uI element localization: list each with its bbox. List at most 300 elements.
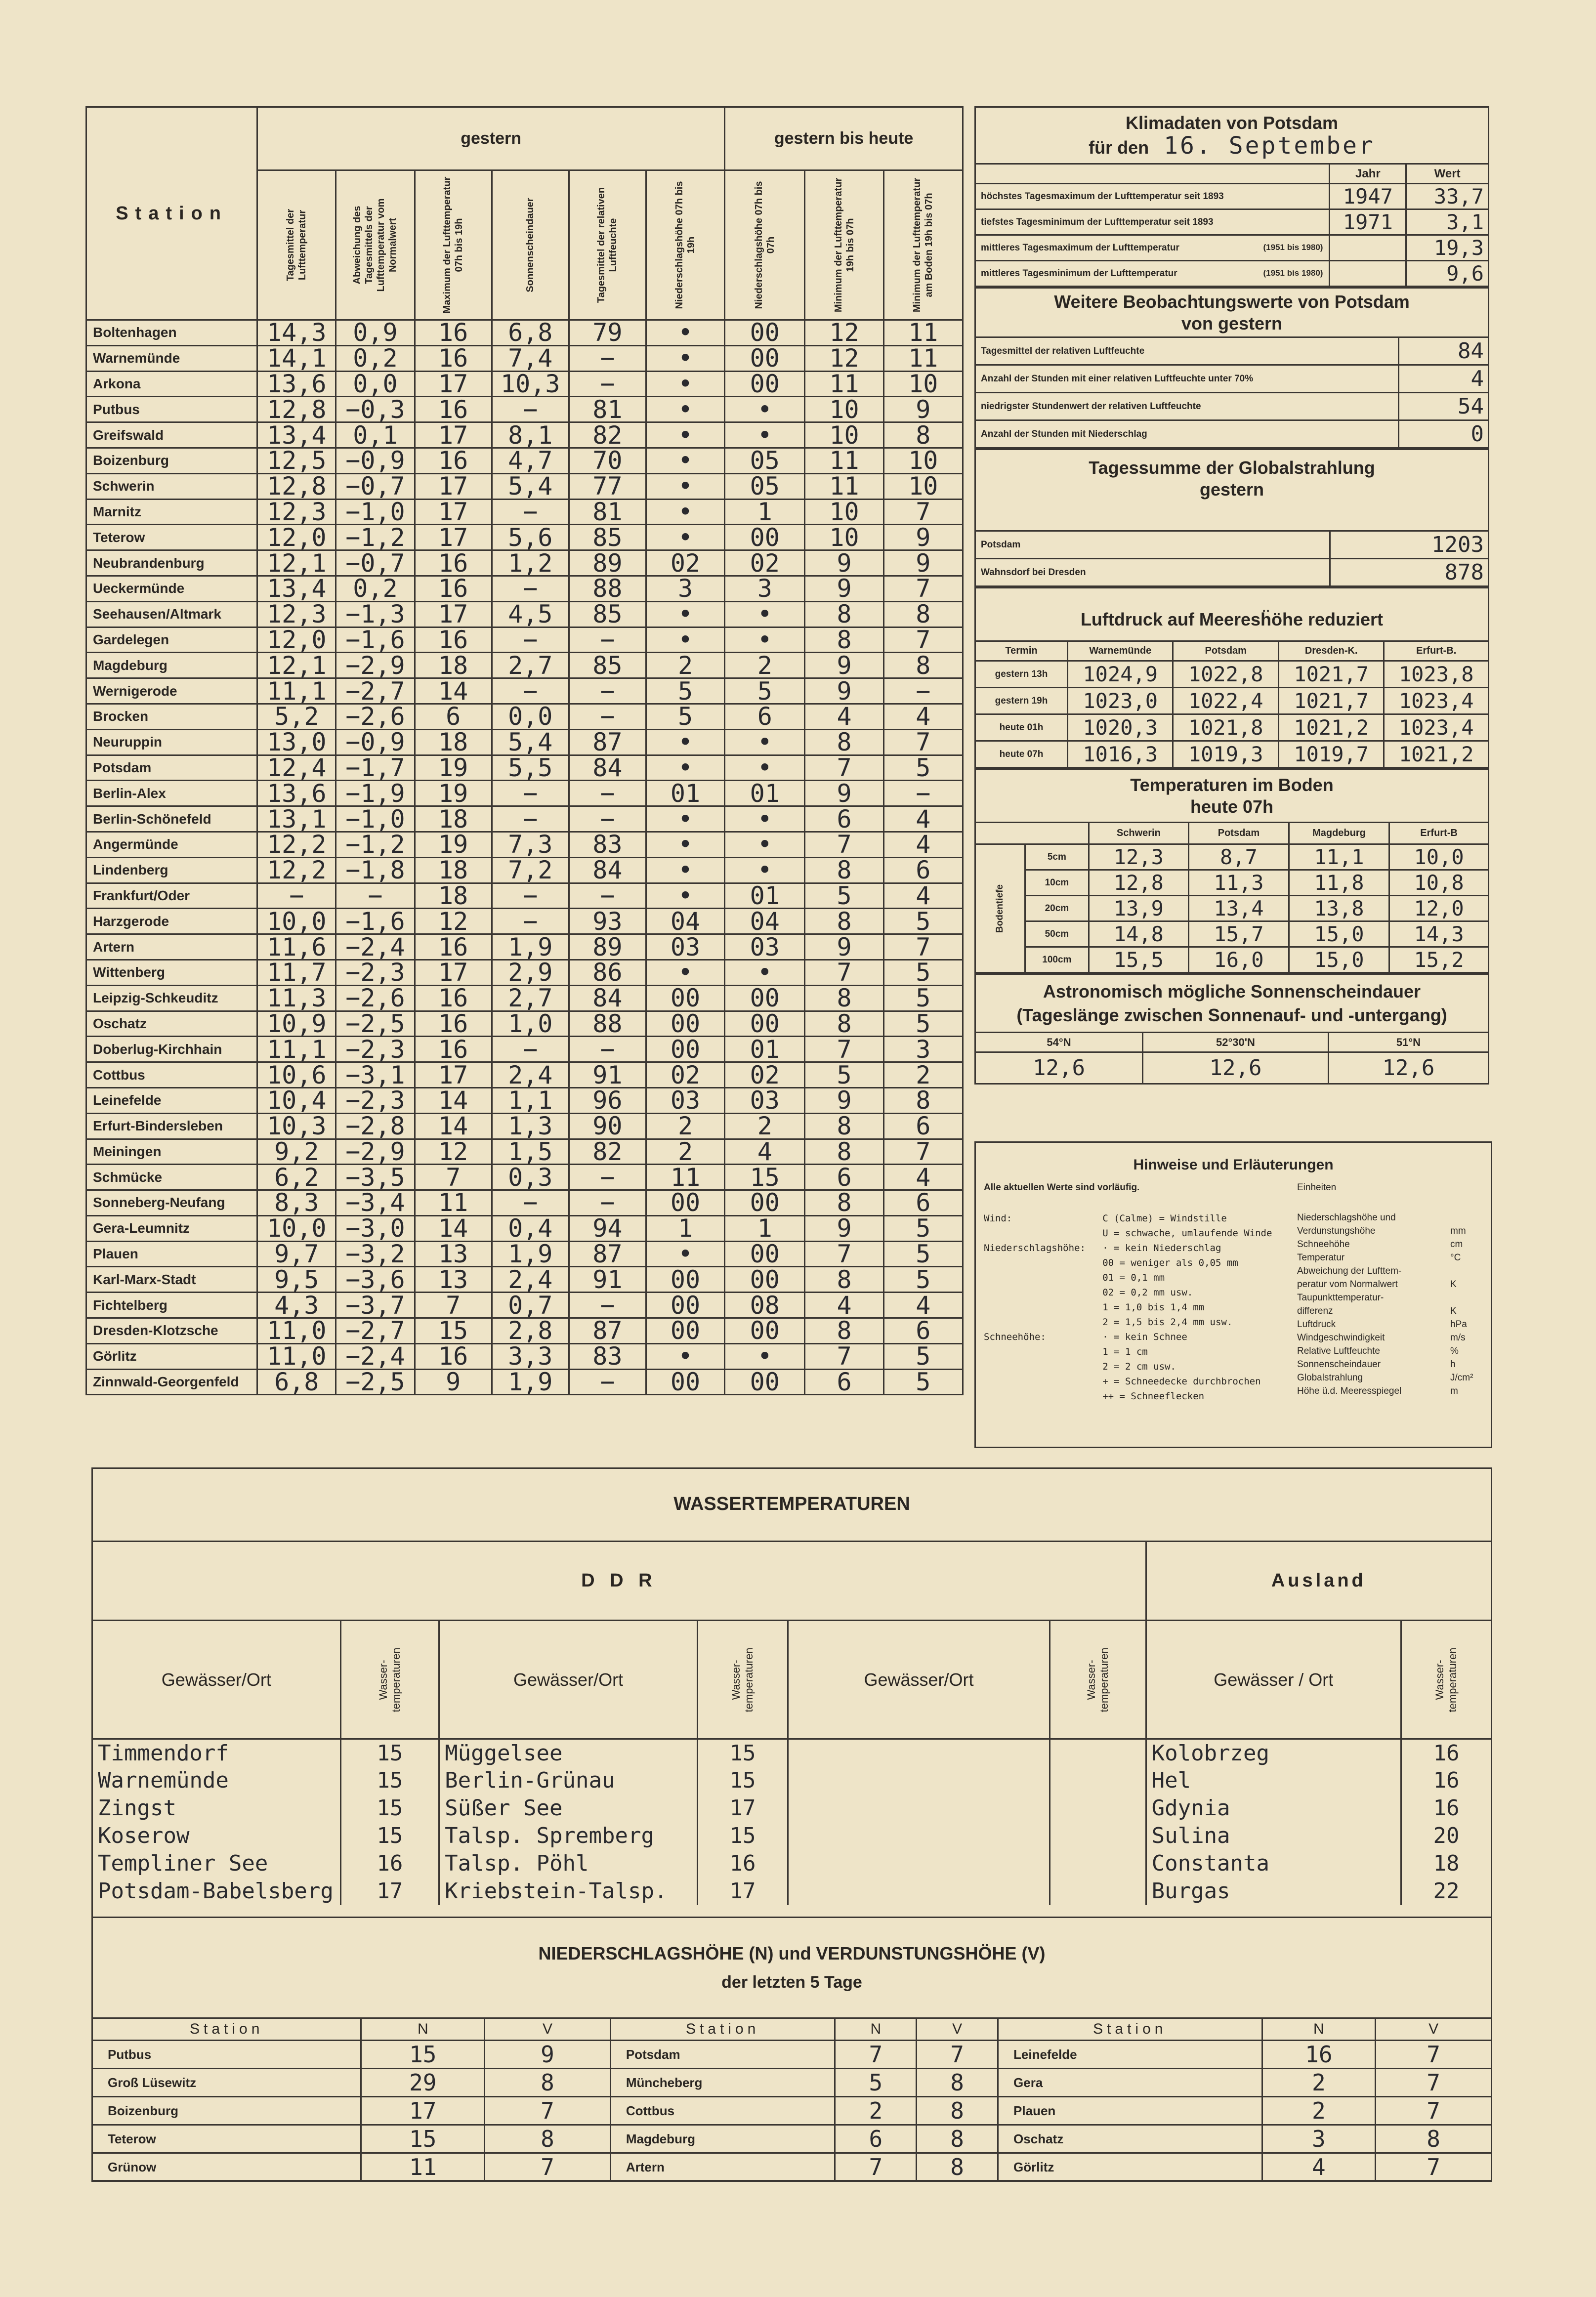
station-value: 00 bbox=[725, 345, 805, 371]
v-value: 8 bbox=[917, 2069, 998, 2097]
station-value: 16 bbox=[415, 934, 492, 960]
klima-row bbox=[975, 184, 1489, 209]
luftdruck-value: 1020,3 bbox=[1068, 714, 1173, 741]
station-value: 14,1 bbox=[257, 345, 336, 371]
boden-value: 15,0 bbox=[1289, 921, 1389, 947]
station-row bbox=[86, 1165, 963, 1190]
einheit-row bbox=[1297, 1224, 1485, 1238]
station-value: 11,1 bbox=[257, 678, 336, 704]
station-name: Artern bbox=[86, 934, 257, 960]
station-row bbox=[86, 857, 963, 883]
klima-value: 33,7 bbox=[1406, 184, 1489, 209]
n-station: Putbus bbox=[92, 2041, 361, 2069]
einheit-unit bbox=[1450, 1264, 1485, 1278]
station-value: 84 bbox=[569, 985, 646, 1011]
v-value: 8 bbox=[917, 2125, 998, 2153]
station-value: 5 bbox=[883, 755, 963, 781]
station-value: 4,5 bbox=[492, 601, 569, 627]
station-value: 87 bbox=[569, 1318, 646, 1344]
station-row bbox=[86, 1062, 963, 1088]
station-value: 83 bbox=[569, 1343, 646, 1369]
station-value: 17 bbox=[415, 1062, 492, 1088]
hinweise-legend bbox=[984, 1211, 1295, 1404]
station-value: 9 bbox=[805, 678, 883, 704]
einheit-unit: m bbox=[1450, 1386, 1458, 1396]
station-value: −1,3 bbox=[336, 601, 415, 627]
station-value: − bbox=[569, 345, 646, 371]
gewaesser-name: Talsp. Pöhl bbox=[439, 1850, 698, 1878]
boden-value: 11,8 bbox=[1289, 870, 1389, 896]
klima-date: 16. September bbox=[1164, 132, 1375, 160]
klima-label-text: höchstes Tagesmaximum der Lufttemperatur seit 1893 bbox=[981, 191, 1224, 202]
empty-cell bbox=[788, 1795, 1050, 1822]
station-name: Greifswald bbox=[86, 422, 257, 448]
station-value: 6,8 bbox=[257, 1369, 336, 1395]
gewaesser-name: Süßer See bbox=[439, 1795, 698, 1822]
station-name: Leipzig-Schkeuditz bbox=[86, 985, 257, 1011]
station-value: 10 bbox=[805, 422, 883, 448]
station-value: 13,6 bbox=[257, 371, 336, 397]
station-value: • bbox=[646, 832, 724, 857]
station-value: 96 bbox=[569, 1087, 646, 1113]
station-value: 9 bbox=[805, 934, 883, 960]
station-row bbox=[86, 448, 963, 473]
station-value: 10 bbox=[805, 499, 883, 525]
station-value: 08 bbox=[725, 1293, 805, 1318]
station-value: 6 bbox=[415, 704, 492, 729]
station-value: 16 bbox=[415, 1037, 492, 1062]
n-station: Gera bbox=[998, 2069, 1262, 2097]
station-value: −1,2 bbox=[336, 525, 415, 550]
station-value: 10,3 bbox=[492, 371, 569, 397]
n-value: 7 bbox=[835, 2041, 917, 2069]
station-value: 10,3 bbox=[257, 1113, 336, 1139]
gewaesser-name: Templiner See bbox=[92, 1850, 341, 1878]
station-value: 19 bbox=[415, 755, 492, 781]
station-value: 1,5 bbox=[492, 1139, 569, 1165]
station-value: 12,8 bbox=[257, 473, 336, 499]
station-value: 79 bbox=[569, 320, 646, 346]
station-value: 5 bbox=[883, 1343, 963, 1369]
station-value: 10 bbox=[805, 397, 883, 422]
station-value: 12,5 bbox=[257, 448, 336, 473]
gewaesser-header: Gewässer/Ort bbox=[92, 1621, 341, 1739]
station-name: Wernigerode bbox=[86, 678, 257, 704]
station-value: 13,4 bbox=[257, 422, 336, 448]
n-header: N bbox=[361, 2018, 485, 2041]
global-table bbox=[974, 449, 1489, 587]
boden-value: 16,0 bbox=[1189, 947, 1289, 973]
einheit-unit: °C bbox=[1450, 1253, 1461, 1263]
boden-header: Erfurt-B bbox=[1389, 823, 1489, 844]
station-value: 84 bbox=[569, 857, 646, 883]
wasser-temp: 16 bbox=[1401, 1795, 1491, 1822]
station-row bbox=[86, 755, 963, 781]
gewaesser-name: Warnemünde bbox=[92, 1767, 341, 1795]
station-value: −0,9 bbox=[336, 448, 415, 473]
station-value: 87 bbox=[569, 729, 646, 755]
station-value: 16 bbox=[415, 320, 492, 346]
station-grid bbox=[85, 106, 964, 1395]
station-value: −2,6 bbox=[336, 704, 415, 729]
station-value: 10 bbox=[883, 371, 963, 397]
station-value: • bbox=[646, 601, 724, 627]
hinweise-line: Schneehöhe: · = kein Schnee bbox=[984, 1332, 1187, 1342]
wasser-row bbox=[92, 1822, 1492, 1850]
station-value: 0,0 bbox=[336, 371, 415, 397]
station-row bbox=[86, 704, 963, 729]
station-value: − bbox=[569, 371, 646, 397]
v-value: 7 bbox=[1376, 2097, 1492, 2125]
station-value: 9 bbox=[883, 397, 963, 422]
gewaesser-header: Gewässer/Ort bbox=[439, 1621, 698, 1739]
einheit-row bbox=[1297, 1331, 1485, 1344]
station-value: 11 bbox=[883, 345, 963, 371]
station-value: −1,9 bbox=[336, 781, 415, 806]
klima-table bbox=[974, 106, 1489, 287]
luftdruck-header: Dresden-K. bbox=[1278, 641, 1384, 661]
station-value: 7 bbox=[805, 1343, 883, 1369]
weitere-row bbox=[975, 337, 1489, 365]
klima-fuer-den: für den bbox=[1089, 137, 1149, 158]
station-value: 9 bbox=[805, 653, 883, 678]
station-value: 82 bbox=[569, 422, 646, 448]
station-value: 5 bbox=[883, 960, 963, 985]
luftdruck-header: Termin bbox=[975, 641, 1068, 661]
luftdruck-value: 1021,7 bbox=[1278, 688, 1384, 714]
station-value: 1 bbox=[725, 499, 805, 525]
einheit-unit bbox=[1450, 1211, 1485, 1224]
station-row bbox=[86, 473, 963, 499]
einheit-row bbox=[1297, 1264, 1485, 1278]
station-value: −2,7 bbox=[336, 1318, 415, 1344]
klima-label-text: mittleres Tagesmaximum der Lufttemperatur bbox=[981, 242, 1179, 253]
station-value: 12 bbox=[805, 345, 883, 371]
station-value: 3 bbox=[883, 1037, 963, 1062]
n-station: Plauen bbox=[998, 2097, 1262, 2125]
station-name: Brocken bbox=[86, 704, 257, 729]
n-station: Görlitz bbox=[998, 2153, 1262, 2181]
station-row bbox=[86, 806, 963, 832]
station-value: 18 bbox=[415, 806, 492, 832]
niederschlag-row bbox=[92, 2125, 1492, 2153]
wasser-row bbox=[92, 1767, 1492, 1795]
station-name: Erfurt-Bindersleben bbox=[86, 1113, 257, 1139]
klima-label-period: (1951 bis 1980) bbox=[1263, 242, 1323, 252]
empty-cell bbox=[788, 1850, 1050, 1878]
empty-cell bbox=[788, 1767, 1050, 1795]
station-value: 7 bbox=[805, 1037, 883, 1062]
station-value: 9 bbox=[415, 1369, 492, 1395]
station-value: −3,2 bbox=[336, 1241, 415, 1267]
boden-value: 10,8 bbox=[1389, 870, 1489, 896]
station-value: 02 bbox=[725, 1062, 805, 1088]
station-value: • bbox=[725, 397, 805, 422]
klima-value: 9,6 bbox=[1406, 261, 1489, 287]
station-value: • bbox=[725, 422, 805, 448]
station-value: 00 bbox=[725, 1318, 805, 1344]
station-value: 7 bbox=[883, 627, 963, 653]
gestern-bis-heute-header: gestern bis heute bbox=[725, 107, 963, 170]
empty-cell bbox=[1050, 1767, 1146, 1795]
ausland-header: Ausland bbox=[1146, 1542, 1491, 1621]
station-value: 9 bbox=[805, 550, 883, 576]
station-value: 02 bbox=[646, 550, 724, 576]
station-row bbox=[86, 1215, 963, 1241]
station-value: − bbox=[492, 1037, 569, 1062]
boden-value: 13,4 bbox=[1189, 896, 1289, 921]
wasser-title: WASSERTEMPERATUREN bbox=[673, 1494, 910, 1514]
station-name: Magdeburg bbox=[86, 653, 257, 678]
empty-cell bbox=[788, 1822, 1050, 1850]
sonne-value: 12,6 bbox=[1143, 1052, 1329, 1084]
station-value: − bbox=[569, 781, 646, 806]
gewaesser-header: Gewässer/Ort bbox=[788, 1621, 1050, 1739]
station-value: 16 bbox=[415, 1011, 492, 1037]
n-header: N bbox=[835, 2018, 917, 2041]
klima-spacer bbox=[975, 164, 1330, 184]
n-station-header: Station bbox=[998, 2018, 1262, 2041]
station-value: −2,3 bbox=[336, 1037, 415, 1062]
einheit-label: Abweichung der Lufttem- bbox=[1297, 1266, 1402, 1276]
station-value: 7,4 bbox=[492, 345, 569, 371]
einheit-label: Luftdruck bbox=[1297, 1319, 1336, 1330]
station-value: −1,6 bbox=[336, 909, 415, 934]
column-header bbox=[646, 170, 724, 320]
station-value: 8 bbox=[805, 1139, 883, 1165]
station-value: 17 bbox=[415, 960, 492, 985]
station-value: 01 bbox=[725, 781, 805, 806]
weitere-title-1: Weitere Beobachtungswerte von Potsdam bbox=[1054, 291, 1410, 312]
n-value: 17 bbox=[361, 2097, 485, 2125]
station-value: −2,9 bbox=[336, 653, 415, 678]
station-value: −2,3 bbox=[336, 1087, 415, 1113]
einheit-label: differenz bbox=[1297, 1306, 1333, 1316]
klima-label bbox=[975, 184, 1330, 209]
boden-depth: 100cm bbox=[1025, 947, 1089, 973]
wasser-temp: 22 bbox=[1401, 1878, 1491, 1905]
column-header bbox=[492, 170, 569, 320]
station-value: 1,3 bbox=[492, 1113, 569, 1139]
weitere-value: 54 bbox=[1399, 393, 1489, 420]
station-value: − bbox=[883, 781, 963, 806]
n-station: Leinefelde bbox=[998, 2041, 1262, 2069]
boden-title-2: heute 07h bbox=[1190, 796, 1274, 817]
station-value: • bbox=[646, 345, 724, 371]
boden-side-label: Bodentiefe bbox=[995, 884, 1006, 933]
station-value: − bbox=[492, 678, 569, 704]
station-value: 1 bbox=[646, 1215, 724, 1241]
global-title-1: Tagessumme der Globalstrahlung bbox=[1089, 458, 1375, 478]
station-value: 7 bbox=[883, 499, 963, 525]
einheit-label: Schneehöhe bbox=[1297, 1239, 1350, 1250]
station-name: Gera-Leumnitz bbox=[86, 1215, 257, 1241]
klima-label-period: (1951 bis 1980) bbox=[1263, 268, 1323, 278]
station-row bbox=[86, 397, 963, 422]
weitere-title-2: von gestern bbox=[1181, 313, 1283, 334]
luftdruck-value: 1022,4 bbox=[1173, 688, 1278, 714]
station-value: −3,6 bbox=[336, 1267, 415, 1293]
station-row bbox=[86, 960, 963, 985]
boden-value: 14,3 bbox=[1389, 921, 1489, 947]
boden-row bbox=[975, 844, 1489, 870]
station-value: 00 bbox=[646, 1011, 724, 1037]
station-value: −0,7 bbox=[336, 473, 415, 499]
station-value: 2,8 bbox=[492, 1318, 569, 1344]
station-value: − bbox=[883, 678, 963, 704]
hinweise-line: 1 = 1 cm bbox=[984, 1346, 1148, 1357]
einheit-unit: m/s bbox=[1450, 1333, 1466, 1343]
n-station: Müncheberg bbox=[610, 2069, 835, 2097]
column-header-label: Minimum der Lufttemperatur am Boden 19h bis 07h bbox=[912, 177, 935, 313]
station-value: − bbox=[569, 627, 646, 653]
station-value: 11,3 bbox=[257, 985, 336, 1011]
station-value: 9,2 bbox=[257, 1139, 336, 1165]
station-name: Berlin-Schönefeld bbox=[86, 806, 257, 832]
station-row bbox=[86, 1139, 963, 1165]
boden-depth: 50cm bbox=[1025, 921, 1089, 947]
station-row bbox=[86, 1369, 963, 1395]
n-value: 11 bbox=[361, 2153, 485, 2181]
einheiten-title: Einheiten bbox=[1297, 1182, 1337, 1193]
station-value: 5,4 bbox=[492, 473, 569, 499]
station-value: 00 bbox=[646, 1190, 724, 1216]
gewaesser-name: Constanta bbox=[1146, 1850, 1401, 1878]
luftdruck-row bbox=[975, 741, 1489, 768]
wasser-row bbox=[92, 1795, 1492, 1822]
station-value: 16 bbox=[415, 985, 492, 1011]
boden-header: Potsdam bbox=[1189, 823, 1289, 844]
station-value: 11,0 bbox=[257, 1343, 336, 1369]
station-value: 4 bbox=[883, 832, 963, 857]
klima-year: 1971 bbox=[1330, 209, 1406, 235]
station-name: Leinefelde bbox=[86, 1087, 257, 1113]
station-value: 10,9 bbox=[257, 1011, 336, 1037]
einheit-label: Niederschlagshöhe und bbox=[1297, 1212, 1396, 1223]
right-panels bbox=[974, 106, 1489, 1134]
gewaesser-name: Koserow bbox=[92, 1822, 341, 1850]
station-value: −3,1 bbox=[336, 1062, 415, 1088]
station-value: −3,5 bbox=[336, 1165, 415, 1190]
station-value: • bbox=[646, 627, 724, 653]
station-value: 7 bbox=[415, 1293, 492, 1318]
einheit-row bbox=[1297, 1238, 1485, 1251]
station-value: 8 bbox=[805, 1318, 883, 1344]
station-value: −2,5 bbox=[336, 1369, 415, 1395]
station-value: 4 bbox=[883, 806, 963, 832]
station-value: 8 bbox=[805, 1011, 883, 1037]
column-header bbox=[257, 170, 336, 320]
station-value: 2 bbox=[646, 653, 724, 678]
station-value: 11 bbox=[415, 1190, 492, 1216]
boden-value: 15,7 bbox=[1189, 921, 1289, 947]
station-value: 16 bbox=[415, 550, 492, 576]
station-value: 7 bbox=[805, 1241, 883, 1267]
einheit-row bbox=[1297, 1251, 1485, 1264]
wasser-temp: 16 bbox=[1401, 1739, 1491, 1767]
station-value: 4 bbox=[805, 704, 883, 729]
station-value: 6 bbox=[883, 1190, 963, 1216]
station-value: 7 bbox=[805, 832, 883, 857]
station-value: 7 bbox=[883, 934, 963, 960]
station-value: 0,3 bbox=[492, 1165, 569, 1190]
einheit-row bbox=[1297, 1371, 1485, 1384]
n-value: 6 bbox=[835, 2125, 917, 2153]
station-value: 8 bbox=[805, 1190, 883, 1216]
station-value: 00 bbox=[725, 1190, 805, 1216]
station-value: 10 bbox=[805, 525, 883, 550]
gewaesser-name: Burgas bbox=[1146, 1878, 1401, 1905]
station-value: 5 bbox=[805, 1062, 883, 1088]
station-row bbox=[86, 627, 963, 653]
station-name: Neuruppin bbox=[86, 729, 257, 755]
station-value: 00 bbox=[725, 1241, 805, 1267]
station-value: 5 bbox=[883, 1267, 963, 1293]
global-label: Wahnsdorf bei Dresden bbox=[975, 559, 1330, 586]
wasser-row bbox=[92, 1739, 1492, 1767]
weitere-label: Tagesmittel der relativen Luftfeuchte bbox=[975, 337, 1399, 365]
station-value: 7 bbox=[883, 1139, 963, 1165]
einheit-row bbox=[1297, 1318, 1485, 1331]
station-value: 8 bbox=[805, 857, 883, 883]
niederschlag-row bbox=[92, 2153, 1492, 2181]
station-row bbox=[86, 1267, 963, 1293]
station-value: 00 bbox=[646, 1293, 724, 1318]
station-value: 12 bbox=[415, 909, 492, 934]
station-value: • bbox=[646, 525, 724, 550]
station-value: 5 bbox=[646, 704, 724, 729]
n-value: 5 bbox=[835, 2069, 917, 2097]
v-value: 7 bbox=[1376, 2041, 1492, 2069]
boden-value: 12,3 bbox=[1089, 844, 1189, 870]
station-value: 12,4 bbox=[257, 755, 336, 781]
klima-label bbox=[975, 235, 1330, 261]
global-label: Potsdam bbox=[975, 531, 1330, 559]
station-name: Boltenhagen bbox=[86, 320, 257, 346]
einheit-row bbox=[1297, 1358, 1485, 1371]
wassertemp-header-cell bbox=[1401, 1621, 1491, 1739]
station-value: −2,5 bbox=[336, 1011, 415, 1037]
boden-value: 13,9 bbox=[1089, 896, 1189, 921]
station-value: 16 bbox=[415, 397, 492, 422]
klima-title: Klimadaten von Potsdam bbox=[1125, 113, 1339, 133]
einheit-row bbox=[1297, 1291, 1485, 1304]
station-value: • bbox=[725, 755, 805, 781]
luftdruck-row bbox=[975, 688, 1489, 714]
station-value: 87 bbox=[569, 1241, 646, 1267]
luftdruck-value: 1021,2 bbox=[1278, 714, 1384, 741]
einheit-unit: K bbox=[1450, 1279, 1457, 1290]
station-name: Oschatz bbox=[86, 1011, 257, 1037]
empty-cell bbox=[1050, 1795, 1146, 1822]
station-name: Seehausen/Altmark bbox=[86, 601, 257, 627]
wasser-temp: 17 bbox=[697, 1878, 788, 1905]
boden-side-label-cell bbox=[975, 844, 1025, 973]
station-name: Schwerin bbox=[86, 473, 257, 499]
station-value: 85 bbox=[569, 653, 646, 678]
station-value: • bbox=[725, 832, 805, 857]
station-row bbox=[86, 781, 963, 806]
boden-depth: 5cm bbox=[1025, 844, 1089, 870]
niederschlag-title: NIEDERSCHLAGSHÖHE (N) und VERDUNSTUNGSHÖHE (V) bbox=[538, 1943, 1046, 1963]
station-value: −2,8 bbox=[336, 1113, 415, 1139]
n-value: 15 bbox=[361, 2125, 485, 2153]
column-header bbox=[805, 170, 883, 320]
station-value: 15 bbox=[725, 1165, 805, 1190]
station-value: 11 bbox=[646, 1165, 724, 1190]
station-name: Fichtelberg bbox=[86, 1293, 257, 1318]
hinweise-intro: Alle aktuellen Werte sind vorläufig. bbox=[984, 1182, 1140, 1193]
